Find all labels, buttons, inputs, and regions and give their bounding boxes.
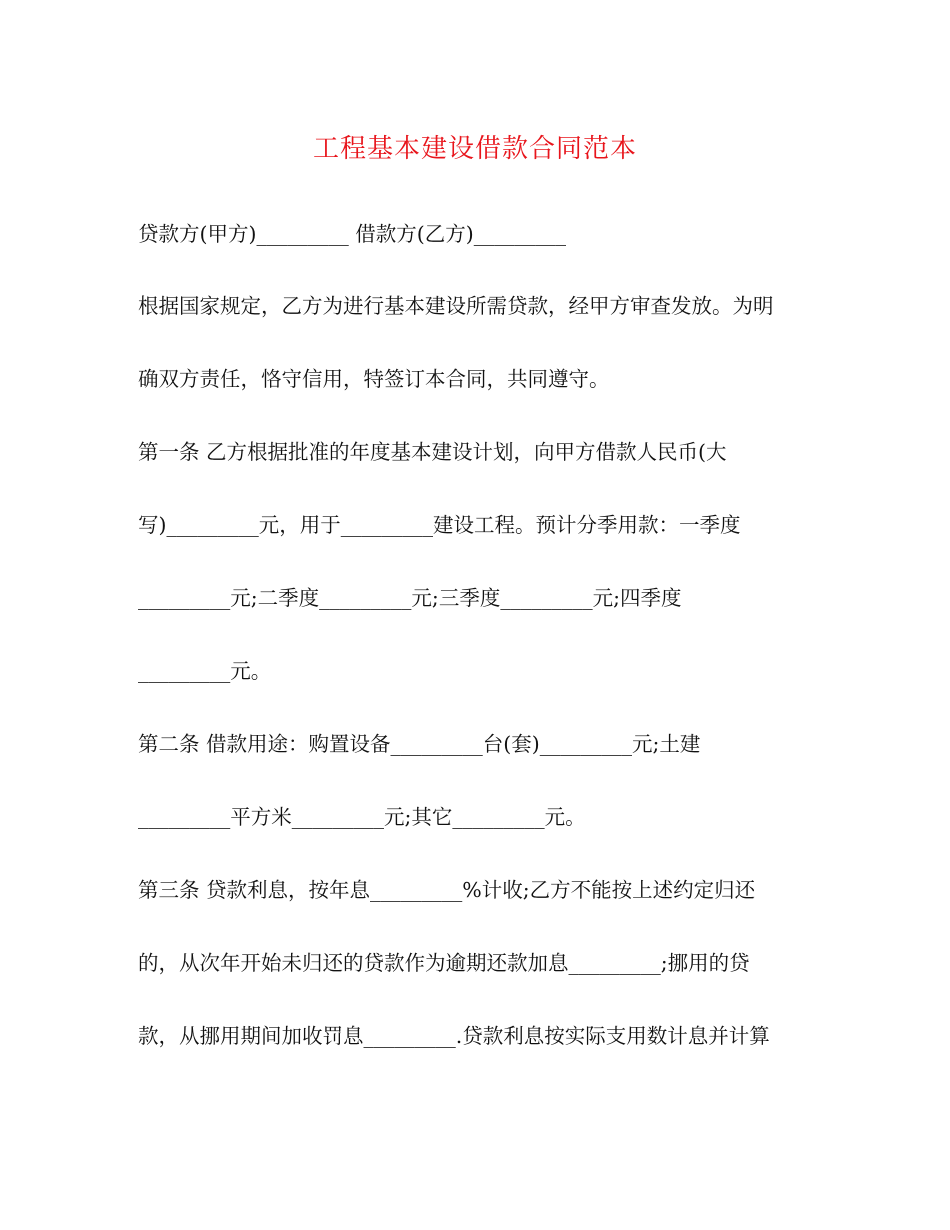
paragraph-line: 根据国家规定，乙方为进行基本建设所需贷款，经甲方审查发放。为明 — [138, 294, 774, 318]
document-title: 工程基本建设借款合同范本 — [312, 134, 637, 164]
paragraph-line: 款，从挪用期间加收罚息_________.贷款利息按实际支用数计息并计算 — [138, 1024, 770, 1048]
party-line: 贷款方(甲方)_________ 借款方(乙方)_________ — [138, 222, 567, 246]
article-one-line: 第一条 乙方根据批准的年度基本建设计划，向甲方借款人民币(大 — [138, 440, 727, 464]
paragraph-line: _________平方米_________元;其它_________元。 — [138, 805, 586, 829]
paragraph-line: 确双方责任，恪守信用，特签订本合同，共同遵守。 — [138, 367, 610, 391]
paragraph-line: _________元;二季度_________元;三季度_________元;四季度 — [138, 586, 682, 610]
article-two-line: 第二条 借款用途：购置设备_________台(套)_________元;土建 — [138, 732, 701, 756]
paragraph-line: 写)_________元，用于_________建设工程。预计分季用款：一季度 — [138, 513, 741, 537]
paragraph-line: _________元。 — [138, 659, 272, 683]
article-three-line: 第三条 贷款利息，按年息_________%计收;乙方不能按上述约定归还 — [138, 878, 756, 902]
paragraph-line: 的，从次年开始未归还的贷款作为逾期还款加息_________;挪用的贷 — [138, 951, 750, 975]
